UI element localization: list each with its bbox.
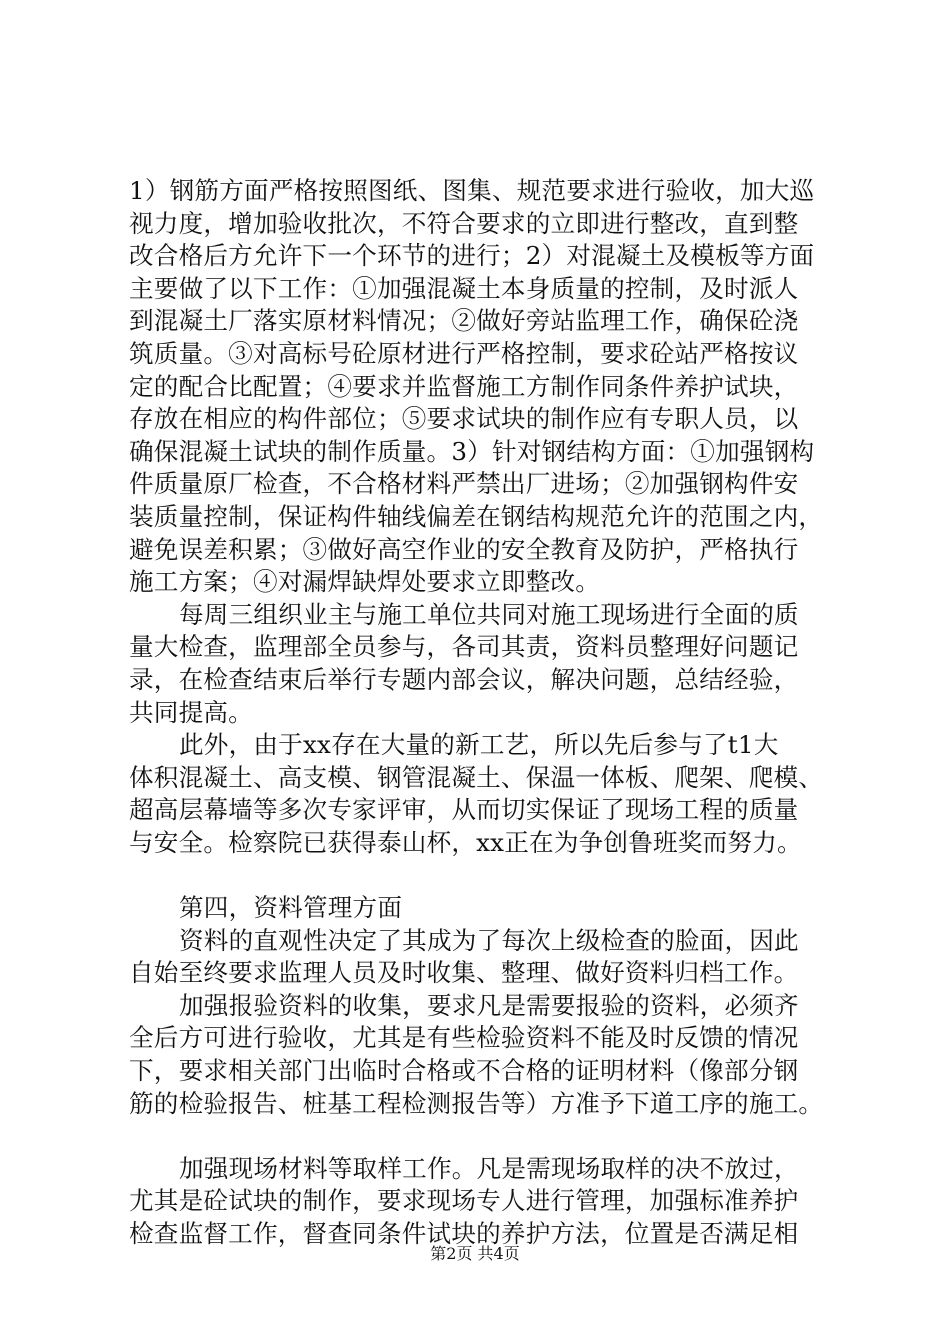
text-line: 视力度，增加验收批次，不符合要求的立即进行整改，直到整 bbox=[129, 208, 799, 238]
text-line: 施工方案；④对漏焊缺焊处要求立即整改。 bbox=[129, 567, 601, 597]
text-line: 到混凝土厂落实原材料情况；②做好旁站监理工作，确保砼浇 bbox=[129, 306, 799, 336]
blank-line bbox=[129, 859, 835, 892]
text-line: 与安全。检察院已获得泰山杯，xx正在为争创鲁班奖而努力。 bbox=[129, 827, 802, 857]
text-line: 定的配合比配置；④要求并监督施工方制作同条件养护试块， bbox=[129, 371, 799, 401]
body-text bbox=[129, 175, 835, 1251]
page-number-footer: 第2页 共4页 bbox=[430, 1244, 520, 1263]
text-line: 改合格后方允许下一个环节的进行；2）对混凝土及模板等方面 bbox=[129, 241, 815, 271]
text-line: 超高层幕墙等多次专家评审，从而切实保证了现场工程的质量 bbox=[129, 795, 799, 825]
blank-line bbox=[129, 1120, 835, 1153]
section-heading: 第四，资料管理方面 bbox=[179, 893, 403, 923]
text-line: 筋的检验报告、桩基工程检测报告等）方准予下道工序的施工。 bbox=[129, 1088, 824, 1118]
paragraph-first-line: 加强现场材料等取样工作。凡是需现场取样的决不放过， bbox=[179, 1153, 799, 1183]
text-line: 装质量控制，保证构件轴线偏差在钢结构规范允许的范围之内， bbox=[129, 501, 824, 531]
paragraph-first-line: 每周三组织业主与施工单位共同对施工现场进行全面的质 bbox=[179, 599, 799, 629]
paragraph-first-line: 资料的直观性决定了其成为了每次上级检查的脸面，因此 bbox=[179, 925, 799, 955]
text-line: 共同提高。 bbox=[129, 697, 253, 727]
text-line: 主要做了以下工作：①加强混凝土本身质量的控制，及时派人 bbox=[129, 273, 799, 303]
text-line: 1）钢筋方面严格按照图纸、图集、规范要求进行验收，加大巡 bbox=[129, 176, 815, 205]
paragraph-first-line: 加强报验资料的收集，要求凡是需要报验的资料，必须齐 bbox=[179, 990, 799, 1020]
text-line: 量大检查，监理部全员参与，各司其责，资料员整理好问题记 bbox=[129, 632, 799, 662]
text-line: 存放在相应的构件部位；⑤要求试块的制作应有专职人员，以 bbox=[129, 404, 799, 434]
text-line: 录，在检查结束后举行专题内部会议，解决问题，总结经验， bbox=[129, 664, 799, 694]
text-line: 尤其是砼试块的制作，要求现场专人进行管理，加强标准养护 bbox=[129, 1186, 799, 1216]
text-line: 筑质量。③对高标号砼原材进行严格控制，要求砼站严格按议 bbox=[129, 338, 799, 368]
text-line: 体积混凝土、高支模、钢管混凝土、保温一体板、爬架、爬模、 bbox=[129, 762, 824, 792]
text-line: 检查监督工作，督查同条件试块的养护方法，位置是否满足相 bbox=[129, 1219, 799, 1248]
text-line: 下，要求相关部门出临时合格或不合格的证明材料（像部分钢 bbox=[129, 1056, 799, 1086]
paragraph-first-line: 此外，由于xx存在大量的新工艺，所以先后参与了t1大 bbox=[179, 730, 779, 760]
text-line: 全后方可进行验收，尤其是有些检验资料不能及时反馈的情况 bbox=[129, 1023, 799, 1053]
text-line: 件质量原厂检查，不合格材料严禁出厂进场；②加强钢构件安 bbox=[129, 469, 799, 499]
text-line: 确保混凝土试块的制作质量。3）针对钢结构方面：①加强钢构 bbox=[129, 436, 815, 466]
text-line: 自始至终要求监理人员及时收集、整理、做好资料归档工作。 bbox=[129, 958, 799, 988]
text-line: 避免误差积累；③做好高空作业的安全教育及防护，严格执行 bbox=[129, 534, 799, 564]
